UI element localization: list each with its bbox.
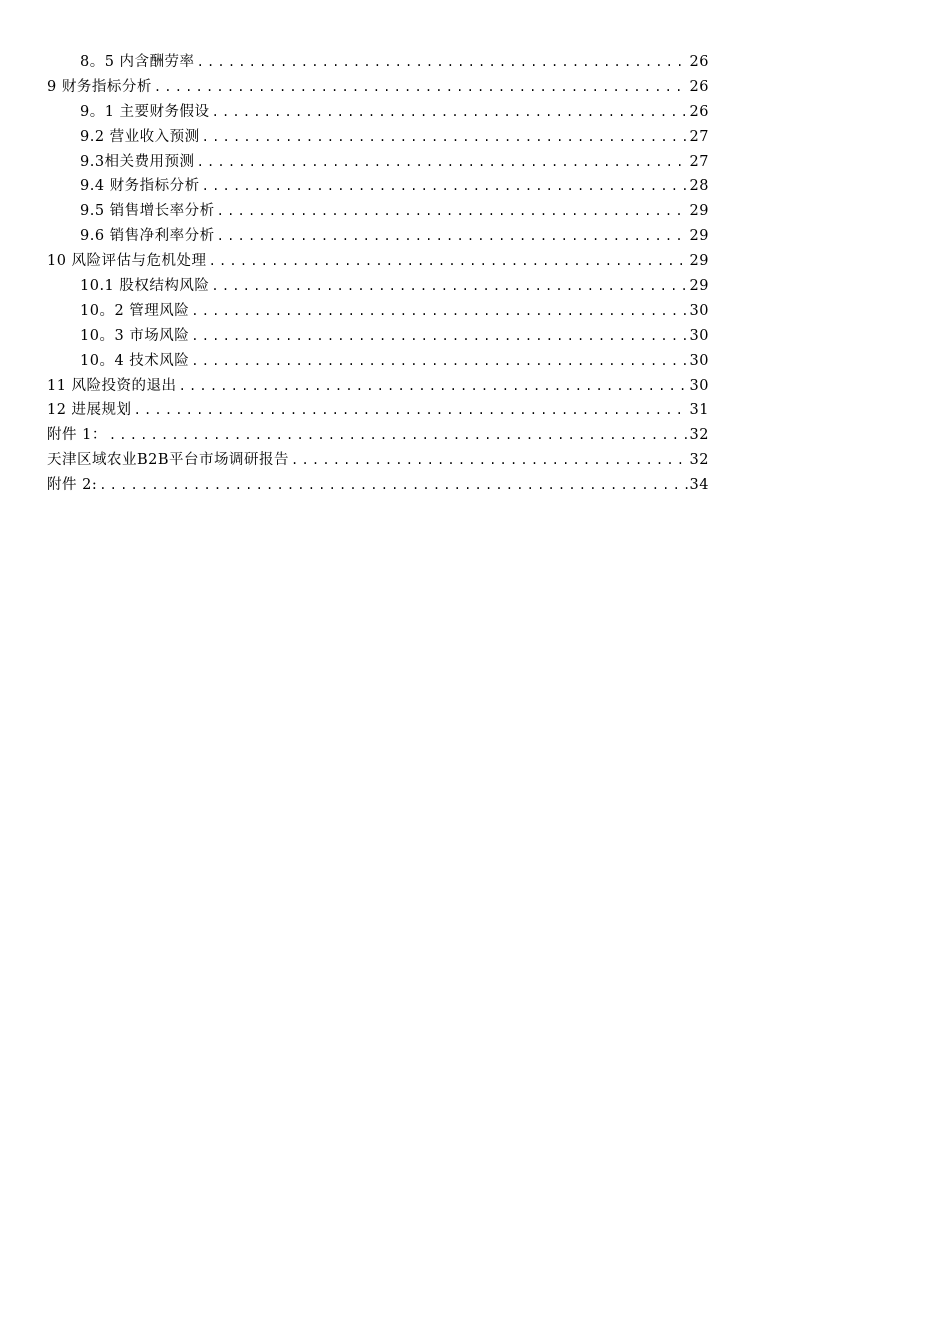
toc-entry[interactable] xyxy=(47,398,709,423)
toc-dot-leader xyxy=(191,299,687,324)
toc-dot-leader xyxy=(197,50,688,75)
toc-entry[interactable] xyxy=(47,374,709,399)
toc-entry[interactable] xyxy=(47,224,709,249)
toc-dot-leader xyxy=(197,150,688,175)
toc-entry-title: 9 财务指标分析 xyxy=(47,78,152,95)
toc-entry-page: 29 xyxy=(689,253,709,270)
toc-entry-page: 30 xyxy=(689,327,709,344)
toc-entry-page: 30 xyxy=(689,352,709,369)
toc-entry-title: 9.3相关费用预测 xyxy=(80,153,195,170)
toc-entry-title: 附件 1： xyxy=(47,427,107,444)
toc-entry-page: 29 xyxy=(689,278,709,295)
toc-entry-page: 30 xyxy=(689,377,709,394)
toc-entry-page: 30 xyxy=(689,302,709,319)
toc-entry[interactable] xyxy=(47,150,709,175)
toc-dot-leader xyxy=(99,473,687,498)
toc-dot-leader xyxy=(212,100,688,125)
toc-entry-title: 8。5 内含酬劳率 xyxy=(80,54,195,70)
toc-entry[interactable] xyxy=(47,423,709,448)
toc-entry-page: 27 xyxy=(689,128,709,145)
toc-entry-page: 34 xyxy=(689,477,709,494)
toc-dot-leader xyxy=(179,374,688,399)
toc-entry-title: 10。2 管理风险 xyxy=(80,302,190,319)
toc-dot-leader xyxy=(209,249,688,274)
toc-entry-title: 天津区域农业B2B平台市场调研报告 xyxy=(47,452,290,469)
toc-dot-leader xyxy=(202,174,688,199)
toc-entry-title: 10。4 技术风险 xyxy=(80,352,190,369)
toc-entry-title: 10。3 市场风险 xyxy=(80,327,190,344)
toc-entry-page: 29 xyxy=(689,228,709,245)
toc-entry[interactable] xyxy=(47,324,709,349)
toc-dot-leader xyxy=(211,274,687,299)
toc-entry-page: 29 xyxy=(689,203,709,220)
toc-entry[interactable] xyxy=(47,100,709,125)
toc-entry[interactable] xyxy=(47,473,709,498)
toc-entry-page: 26 xyxy=(689,103,709,120)
toc-entry[interactable] xyxy=(47,174,709,199)
toc-entry[interactable] xyxy=(47,299,709,324)
toc-dot-leader xyxy=(217,224,688,249)
toc-dot-leader xyxy=(217,199,688,224)
table-of-contents xyxy=(47,50,709,498)
toc-entry[interactable] xyxy=(47,448,709,473)
toc-entry-page: 32 xyxy=(689,427,709,444)
toc-entry-title: 11 风险投资的退出 xyxy=(47,377,177,394)
toc-entry-page: 26 xyxy=(689,78,709,95)
toc-entry[interactable] xyxy=(47,50,709,75)
toc-dot-leader xyxy=(291,448,688,473)
toc-entry[interactable] xyxy=(47,199,709,224)
toc-entry-title: 9.5 销售增长率分析 xyxy=(80,203,215,220)
toc-entry-title: 附件 2: xyxy=(47,477,98,494)
toc-entry-title: 9.4 财务指标分析 xyxy=(80,178,200,195)
toc-entry-title: 12 进展规划 xyxy=(47,402,132,419)
toc-entry[interactable] xyxy=(47,349,709,374)
toc-entry-title: 9.6 销售净利率分析 xyxy=(80,228,215,245)
toc-entry-page: 27 xyxy=(689,153,709,170)
toc-entry[interactable] xyxy=(47,75,709,100)
toc-entry-title: 9.2 营业收入预测 xyxy=(80,128,200,145)
toc-dot-leader xyxy=(202,125,688,150)
toc-entry-page: 26 xyxy=(689,54,709,70)
toc-dot-leader xyxy=(191,324,687,349)
toc-entry-title: 10 风险评估与危机处理 xyxy=(47,253,207,270)
toc-dot-leader xyxy=(191,349,687,374)
toc-dot-leader xyxy=(109,423,688,448)
toc-dot-leader xyxy=(154,75,688,100)
toc-entry[interactable] xyxy=(47,274,709,299)
toc-entry-title: 9。1 主要财务假设 xyxy=(80,103,210,120)
toc-entry-page: 31 xyxy=(689,402,709,419)
toc-entry-title: 10.1 股权结构风险 xyxy=(80,278,210,295)
toc-entry[interactable] xyxy=(47,125,709,150)
toc-entry[interactable] xyxy=(47,249,709,274)
toc-entry-page: 28 xyxy=(689,178,709,195)
toc-entry-page: 32 xyxy=(689,452,709,469)
toc-dot-leader xyxy=(134,398,688,423)
